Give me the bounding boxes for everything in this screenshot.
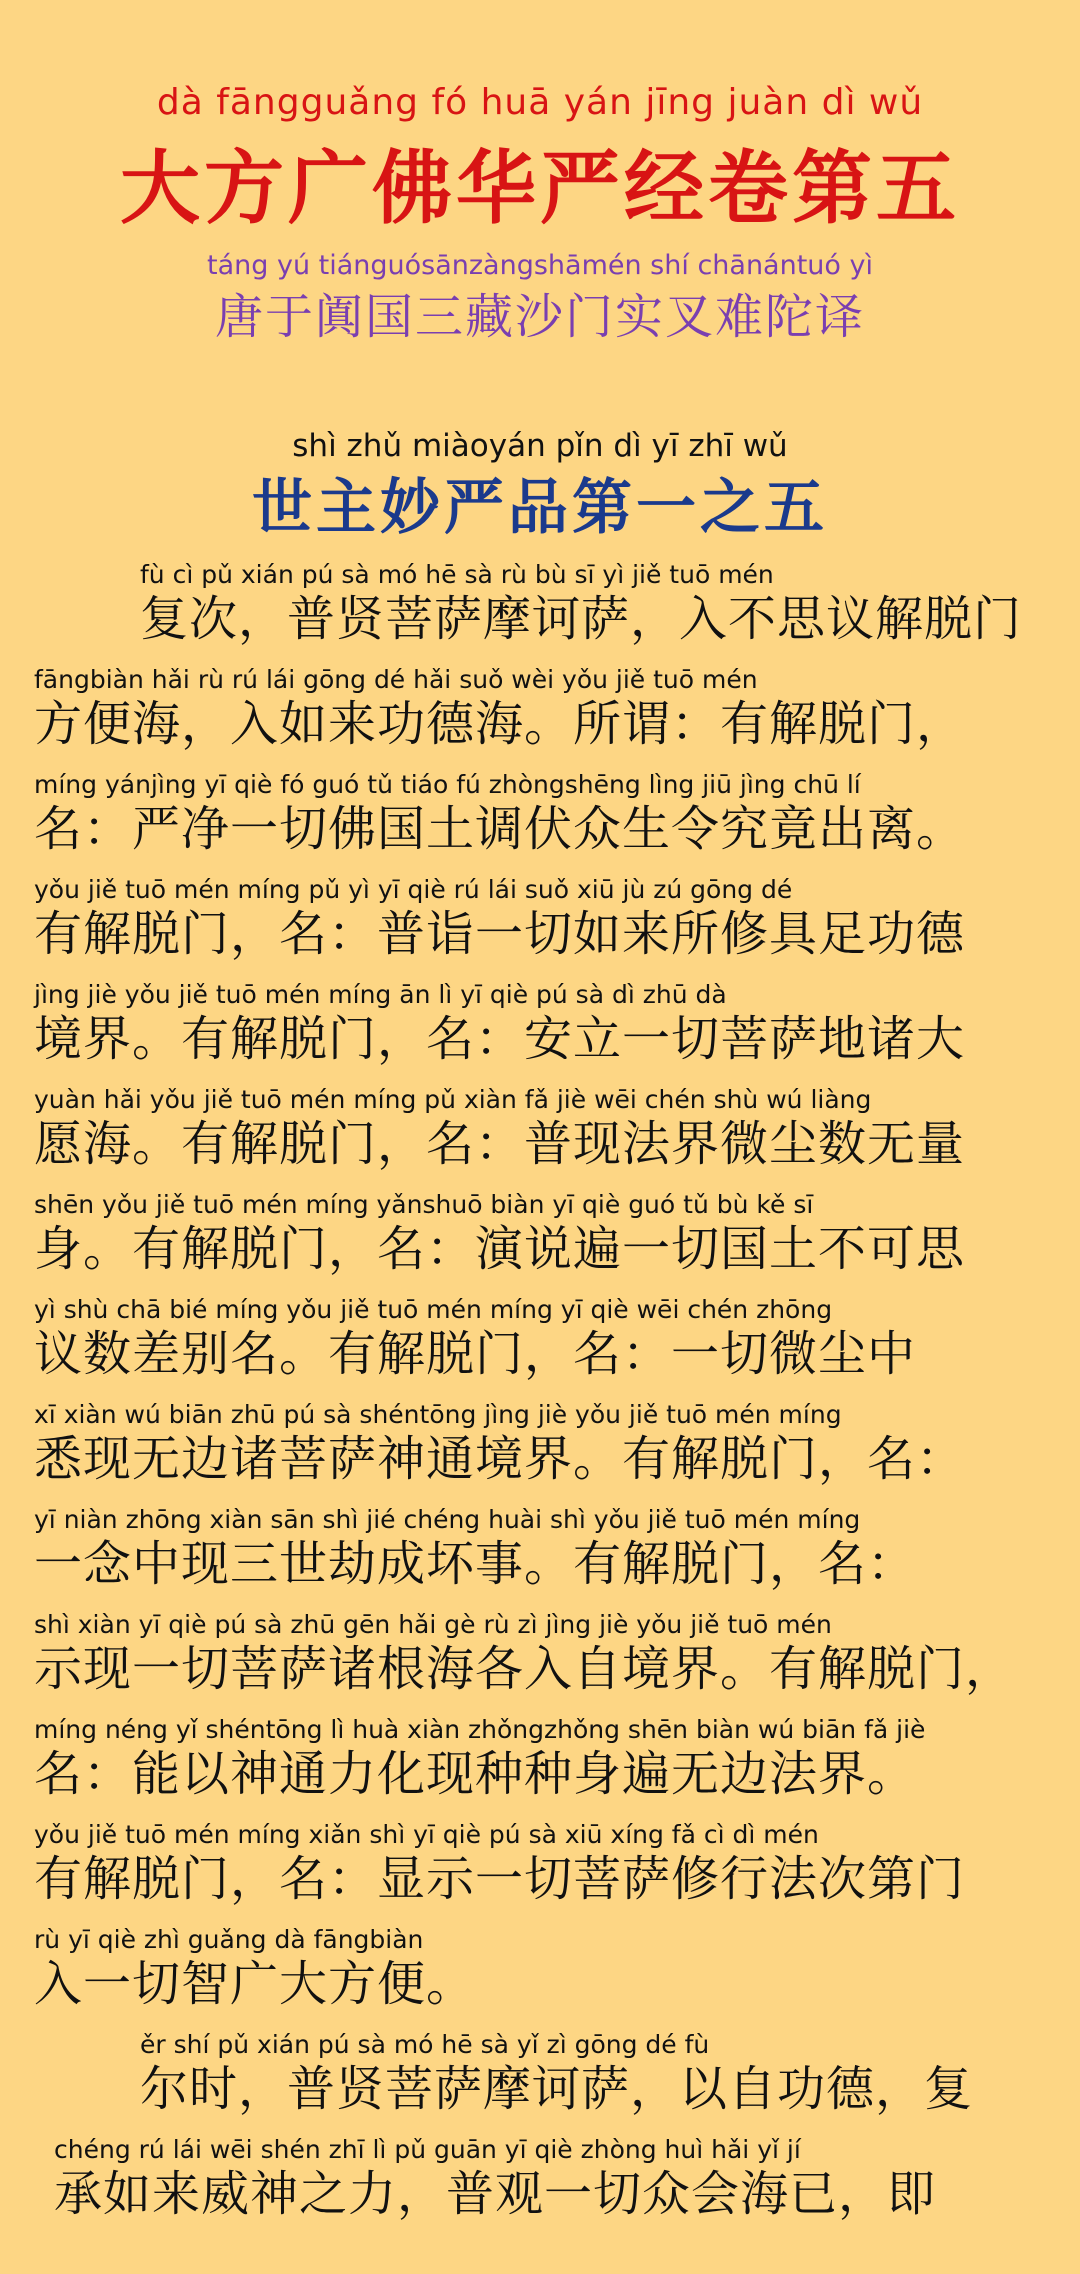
line-pinyin: jìng jiè yǒu jiě tuō mén míng ān lì yī qiè pú sà dì zhū dà xyxy=(34,980,727,1009)
verse-line xyxy=(34,1505,1054,1593)
verse-line xyxy=(34,980,1054,1068)
line-text: 有解脱门，名：普诣一切如来所修具足功德 xyxy=(34,906,966,962)
line-text: 一念中现三世劫成坏事。有解脱门，名： xyxy=(34,1536,917,1592)
line-text: 悉现无边诸菩萨神通境界。有解脱门，名： xyxy=(34,1431,966,1487)
verse-line xyxy=(34,1820,1054,1908)
line-text: 名：能以神通力化现种种身遍无边法界。 xyxy=(34,1746,917,1802)
translator-line: 唐于阗国三藏沙门实叉难陀译 xyxy=(214,289,865,345)
line-pinyin: fù cì pǔ xián pú sà mó hē sà rù bù sī yì jiě tuō mén xyxy=(140,560,774,589)
line-pinyin: míng néng yǐ shéntōng lì huà xiàn zhǒngzhǒng shēn biàn wú biān fǎ jiè xyxy=(34,1715,926,1744)
verse-line xyxy=(34,560,1080,648)
line-pinyin: yǒu jiě tuō mén míng pǔ yì yī qiè rú lái suǒ xiū jù zú gōng dé xyxy=(34,875,793,904)
line-pinyin: yī niàn zhōng xiàn sān shì jié chéng huài shì yǒu jiě tuō mén míng xyxy=(34,1505,861,1534)
line-pinyin: xī xiàn wú biān zhū pú sà shéntōng jìng jiè yǒu jiě tuō mén míng xyxy=(34,1400,842,1429)
verse-line xyxy=(34,770,1054,858)
verse-line xyxy=(34,2030,1080,2118)
verse-line xyxy=(34,2135,1074,2223)
line-pinyin: shì xiàn yī qiè pú sà zhū gēn hǎi gè rù zì jìng jiè yǒu jiě tuō mén xyxy=(34,1610,832,1639)
line-text: 示现一切菩萨诸根海各入自境界。有解脱门， xyxy=(34,1641,1015,1697)
line-pinyin: chéng rú lái wēi shén zhī lì pǔ guān yī qiè zhòng huì hǎi yǐ jí xyxy=(54,2135,801,2164)
line-pinyin: yuàn hǎi yǒu jiě tuō mén míng pǔ xiàn fǎ jiè wēi chén shù wú liàng xyxy=(34,1085,872,1114)
verse-line xyxy=(34,1715,1054,1803)
line-pinyin: yì shù chā bié míng yǒu jiě tuō mén míng yī qiè wēi chén zhōng xyxy=(34,1295,833,1324)
title-pinyin: dà fāngguǎng fó huā yán jīng juàn dì wǔ xyxy=(156,82,924,123)
verse-line xyxy=(34,1400,1054,1488)
verse-line xyxy=(34,1295,1054,1383)
translator-pinyin: táng yú tiánguósānzàngshāmén shí chānántuó yì xyxy=(207,250,873,281)
line-text: 有解脱门，名：显示一切菩萨修行法次第门 xyxy=(34,1851,966,1907)
line-pinyin: ěr shí pǔ xián pú sà mó hē sà yǐ zì gōng dé fù xyxy=(140,2030,710,2059)
line-text: 方便海，入如来功德海。所谓：有解脱门， xyxy=(34,696,966,752)
line-pinyin: fāngbiàn hǎi rù rú lái gōng dé hǎi suǒ wèi yǒu jiě tuō mén xyxy=(34,665,758,694)
line-pinyin: yǒu jiě tuō mén míng xiǎn shì yī qiè pú sà xiū xíng fǎ cì dì mén xyxy=(34,1820,819,1849)
verse-line xyxy=(34,1085,1054,1173)
verse-line xyxy=(34,1610,1054,1698)
chapter-title: 世主妙严品第一之五 xyxy=(252,473,828,543)
sutra-title: 大方广佛华严经卷第五 xyxy=(120,141,960,235)
line-pinyin: míng yánjìng yī qiè fó guó tǔ tiáo fú zhòngshēng lìng jiū jìng chū lí xyxy=(34,770,861,799)
verse-line xyxy=(34,1925,1054,2013)
line-pinyin: shēn yǒu jiě tuō mén míng yǎnshuō biàn yī qiè guó tǔ bù kě sī xyxy=(34,1190,814,1219)
line-text: 愿海。有解脱门，名：普现法界微尘数无量 xyxy=(34,1116,966,1172)
line-text: 名：严净一切佛国土调伏众生令究竟出离。 xyxy=(34,801,966,857)
line-text: 入一切智广大方便。 xyxy=(34,1956,476,2012)
line-text: 身。有解脱门，名：演说遍一切国土不可思 xyxy=(34,1221,966,1277)
verse-line xyxy=(34,1190,1054,1278)
line-pinyin: rù yī qiè zhì guǎng dà fāngbiàn xyxy=(34,1925,424,1954)
line-text: 议数差别名。有解脱门，名：一切微尘中 xyxy=(34,1326,917,1382)
verse-line xyxy=(34,665,1054,753)
line-text: 境界。有解脱门，名：安立一切菩萨地诸大 xyxy=(34,1011,966,1067)
line-text: 复次，普贤菩萨摩诃萨，入不思议解脱门 xyxy=(140,591,1023,647)
line-text: 尔时，普贤菩萨摩诃萨，以自功德，复 xyxy=(140,2061,974,2117)
line-text: 承如来威神之力，普观一切众会海已，即 xyxy=(54,2166,937,2222)
chapter-pinyin: shì zhǔ miàoyán pǐn dì yī zhī wǔ xyxy=(292,428,788,464)
verse-line xyxy=(34,875,1054,963)
